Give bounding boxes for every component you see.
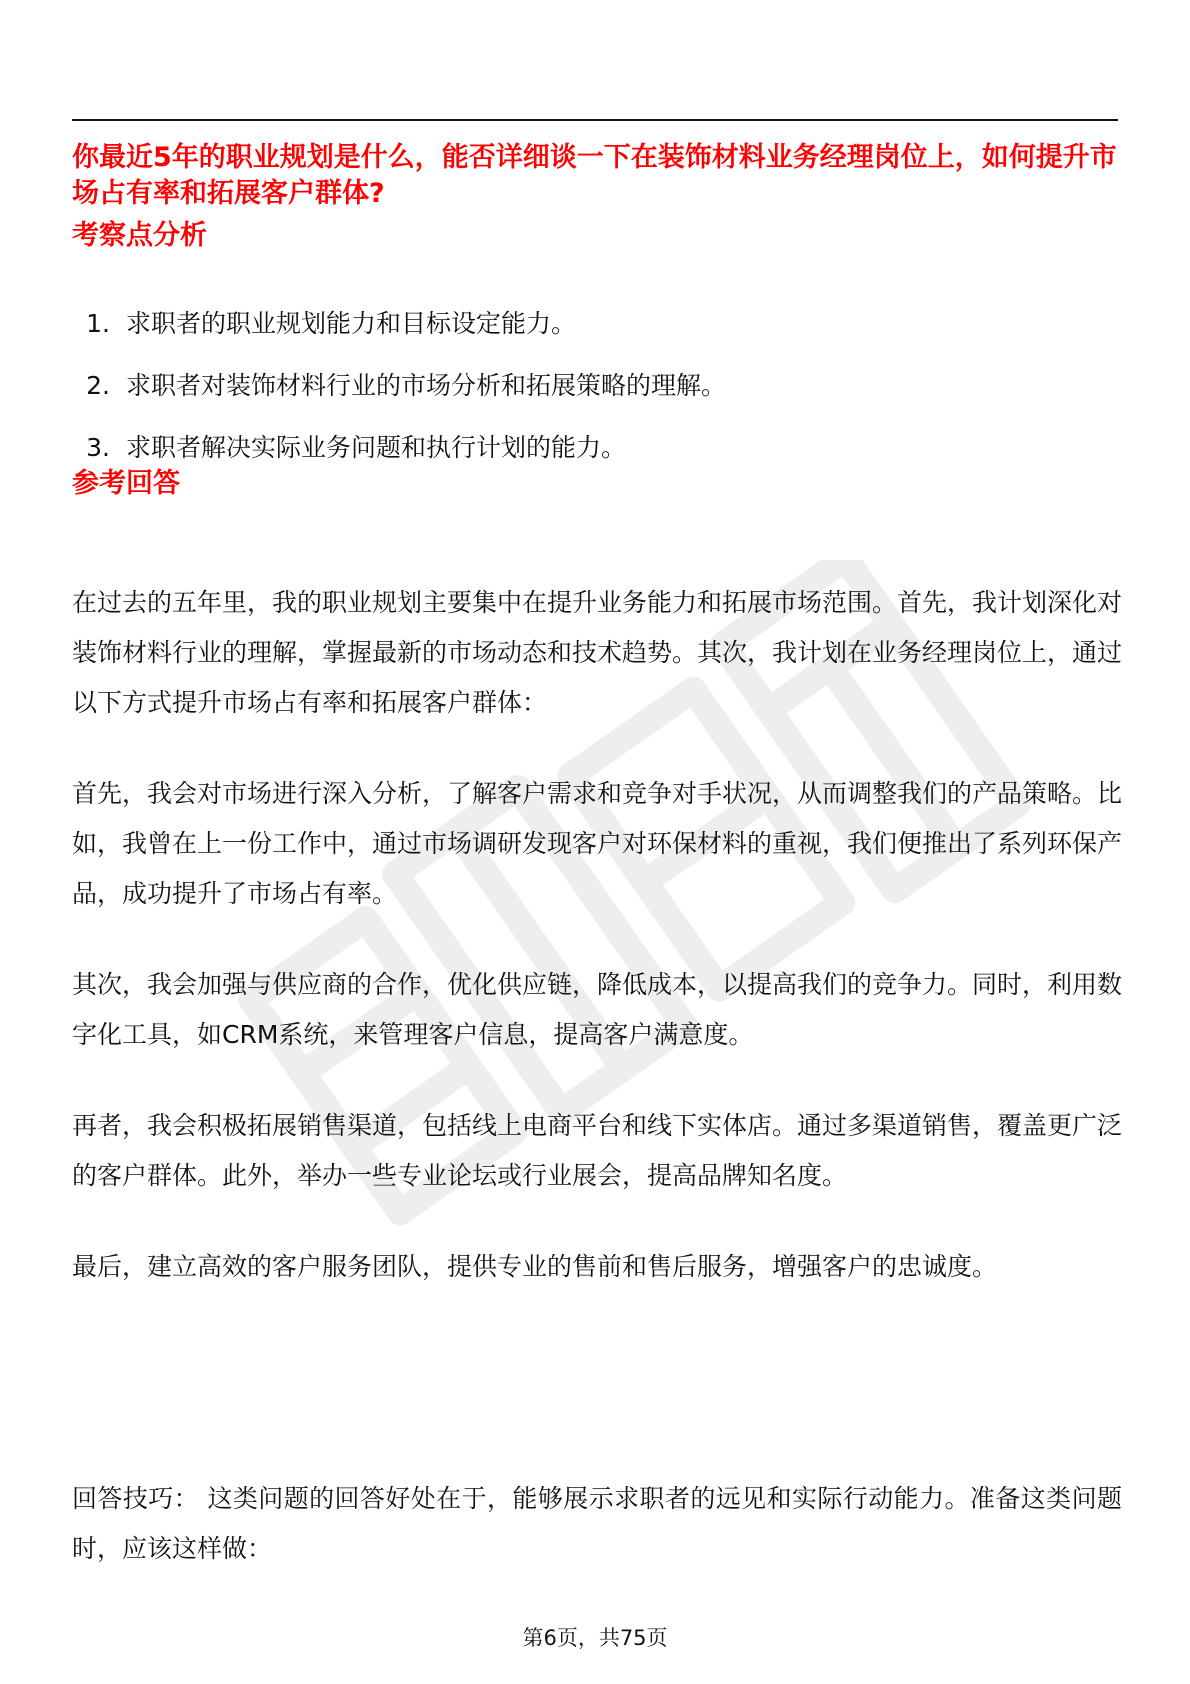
page-number: 第6页，共75页: [522, 1626, 668, 1650]
answer-paragraph: 最后，建立高效的客户服务团队，提供专业的售前和售后服务，增强客户的忠诚度。: [72, 1252, 998, 1281]
list-item-text: 求职者解决实际业务问题和执行计划的能力。: [126, 433, 627, 462]
list-item-text: 求职者的职业规划能力和目标设定能力。: [126, 309, 577, 338]
list-item-text: 求职者对装饰材料行业的市场分析和拓展策略的理解。: [126, 371, 727, 400]
analysis-heading: 考察点分析: [72, 220, 207, 251]
list-item: [72, 370, 1112, 432]
top-divider: [72, 119, 1118, 121]
answer-paragraph: 在过去的五年里，我的职业规划主要集中在提升业务能力和拓展市场范围。首先，我计划深化对装饰材料行业的理解，掌握最新的市场动态和技术趋势。其次，我计划在业务经理岗位上，通过以下方式提升市场占有率和拓展客户群体：: [72, 588, 1123, 717]
answer-body: [72, 578, 1122, 1333]
answer-heading: 参考回答: [72, 468, 180, 499]
answer-paragraph: 首先，我会对市场进行深入分析，了解客户需求和竞争对手状况，从而调整我们的产品策略。比如，我曾在上一份工作中，通过市场调研发现客户对环保材料的重视，我们便推出了系列环保产品，成功提升了市场占有率。: [72, 779, 1123, 908]
list-item-number: 3.: [86, 433, 110, 462]
list-item-number: 2.: [86, 371, 110, 400]
answer-tips: 回答技巧： 这类问题的回答好处在于，能够展示求职者的远见和实际行动能力。准备这类问题时，应该这样做：: [72, 1484, 1122, 1563]
question-title: 你最近5年的职业规划是什么，能否详细谈一下在装饰材料业务经理岗位上，如何提升市场占有率和拓展客户群体?: [72, 142, 1117, 209]
list-item-number: 1.: [86, 309, 110, 338]
answer-paragraph: 其次，我会加强与供应商的合作，优化供应链，降低成本，以提高我们的竞争力。同时，利用数字化工具，如CRM系统，来管理客户信息，提高客户满意度。: [72, 970, 1123, 1049]
list-item: [72, 308, 1112, 370]
answer-paragraph: 再者，我会积极拓展销售渠道，包括线上电商平台和线下实体店。通过多渠道销售，覆盖更广泛的客户群体。此外，举办一些专业论坛或行业展会，提高品牌知名度。: [72, 1111, 1123, 1190]
